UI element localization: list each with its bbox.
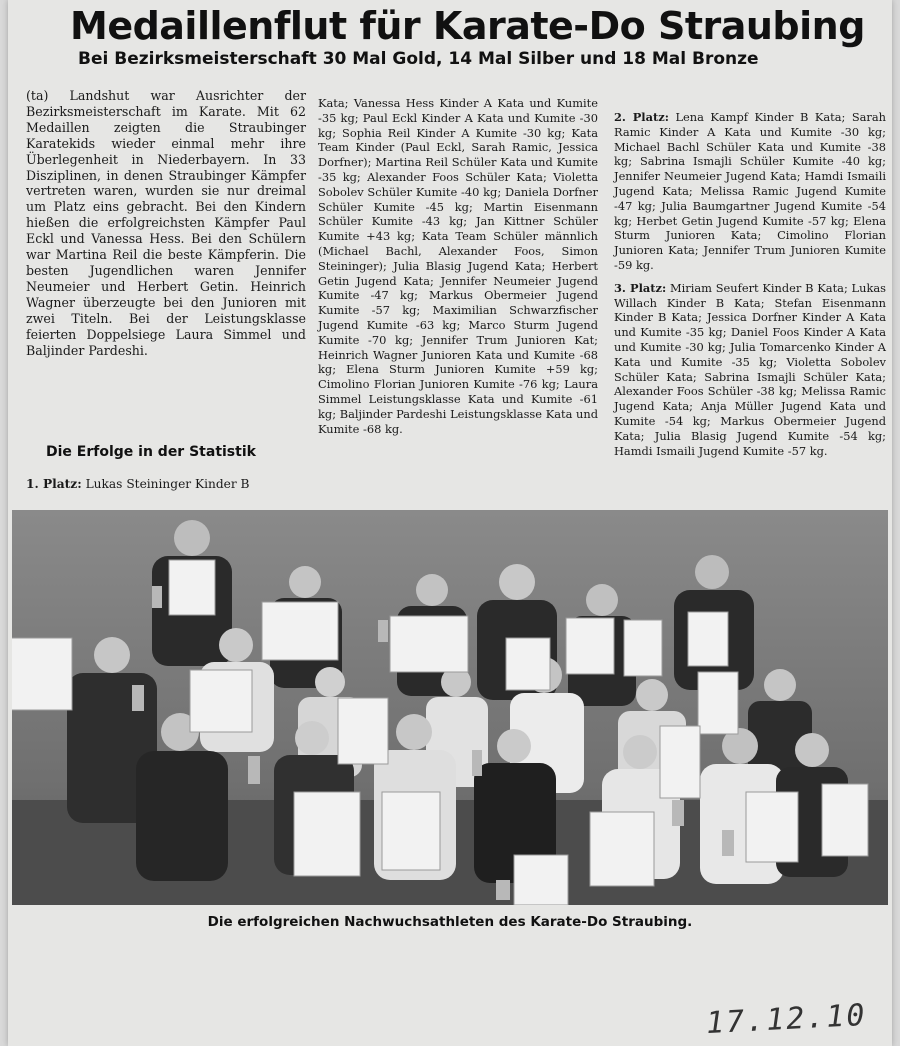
second-place-text: Lena Kampf Kinder B Kata; Sarah Ramic Kinder A Kata und Kumite -30 kg; Michael Bachl Schüler Kata und Kumite -38 kg; Sabrina Ismajli Schüler Kumite -40 kg; Jennifer Neumeier Jugend Kata; Hamdi Ismaili Jugend Kata; Melissa Ramic Jugend Kumite -47 kg; Julia Baumgartner Jugend Kumite -54 kg; Herbet Getin Jugend Kumite -57 kg; Elena Sturm Junioren Kata; Cimolino Florian Junioren Kata; Jennifer Trum Junioren Kumite -59 kg.	[614, 110, 886, 272]
article-column-3	[614, 110, 886, 458]
first-place-start	[26, 477, 306, 492]
team-photo-illustration	[12, 510, 888, 905]
second-place-label: 2. Platz:	[614, 110, 669, 124]
team-photo	[12, 510, 888, 905]
first-place-label: 1. Platz:	[26, 477, 82, 491]
first-place-lead: Lukas Steininger Kinder B	[85, 477, 250, 491]
headline: Medaillenflut für Karate-Do Straubing	[70, 4, 865, 48]
subheadline: Bei Bezirksmeisterschaft 30 Mal Gold, 14 Mal Silber und 18 Mal Bronze	[78, 49, 759, 69]
third-place-text: Miriam Seufert Kinder B Kata; Lukas Willach Kinder B Kata; Stefan Eisenmann Kinder B Kata; Jessica Dorfner Kinder A Kata und Kumite -35 kg; Daniel Foos Kinder A Kata und Kumite -30 kg; Julia Tomarcenko Kinder A Kata und Kumite -35 kg; Violetta Sobolev Schüler Kata; Sabrina Ismajli Schüler Kata; Alexander Foos Schüler -38 kg; Melissa Ramic Jugend Kata; Anja Müller Jugend Kata und Kumite -54 kg; Markus Obermeier Jugend Kata; Julia Blasig Jugend Kumite -54 kg; Hamdi Ismaili Jugend Kumite -57 kg.	[614, 280, 886, 458]
third-place-paragraph	[614, 281, 886, 459]
photo-caption: Die erfolgreichen Nachwuchsathleten des Karate-Do Straubing.	[207, 914, 693, 930]
article-column-1	[26, 88, 306, 358]
third-place-label: 3. Platz:	[614, 280, 667, 295]
handwritten-date: 17.12.10	[705, 997, 868, 1042]
intro-paragraph: (ta) Landshut war Ausrichter der Bezirksmeisterschaft im Karate. Mit 62 Medaillen zeigten die Straubinger Karatekids wieder einmal mehr ihre Überlegenheit in Niederbayern. In 33 Disziplinen, in denen Straubinger Kämpfer vertreten waren, wurden sie nur dreimal um Platz eins gebracht. Bei den Kindern hießen die erfolgreichsten Kämpfer Paul Eckl und Vanessa Hess. Bei den Schülern war Martina Reil die beste Kämpferin. Die besten Jugendlichen waren Jennifer Neumeier und Herbert Getin. Heinrich Wagner überzeugte bei den Junioren mit zwei Titeln. Bei der Leistungsklasse feierten Doppelsiege Laura Simmel und Baljinder Pardeshi.	[26, 88, 306, 358]
first-place-text: Kata; Vanessa Hess Kinder A Kata und Kumite -35 kg; Paul Eckl Kinder A Kata und Kumite -30 kg; Sophia Reil Kinder A Kumite -30 kg; Kata Team Kinder (Paul Eckl, Sarah Ramic, Jessica Dorfner); Martina Reil Schüler Kata und Kumite -35 kg; Alexander Foos Schüler Kata; Violetta Sobolev Schüler Kumite -40 kg; Daniela Dorfner Schüler Kumite -45 kg; Martin Eisenmann Schüler Kumite -43 kg; Jan Kittner Schüler Kumite +43 kg; Kata Team Schüler männlich (Michael Bachl, Alexander Foos, Simon Steininger); Julia Blasig Jugend Kata; Herbert Getin Jugend Kata; Jennifer Neumeier Jugend Kumite -47 kg; Markus Obermeier Jugend Kumite -57 kg; Maximilian Schwarzfischer Jugend Kumite -63 kg; Marco Sturm Jugend Kumite -70 kg; Jennifer Trum Junioren Kat; Heinrich Wagner Junioren Kata und Kumite -68 kg; Elena Sturm Junioren Kumite +59 kg; Cimolino Florian Junioren Kumite -76 kg; Laura Simmel Leistungsklasse Kata und Kumite -61 kg; Baljinder Pardeshi Leistungsklasse Kata und Kumite -68 kg.	[318, 96, 598, 436]
article-column-2	[318, 96, 598, 436]
second-place-paragraph	[614, 110, 886, 273]
stats-heading: Die Erfolge in der Statistik	[46, 444, 256, 460]
